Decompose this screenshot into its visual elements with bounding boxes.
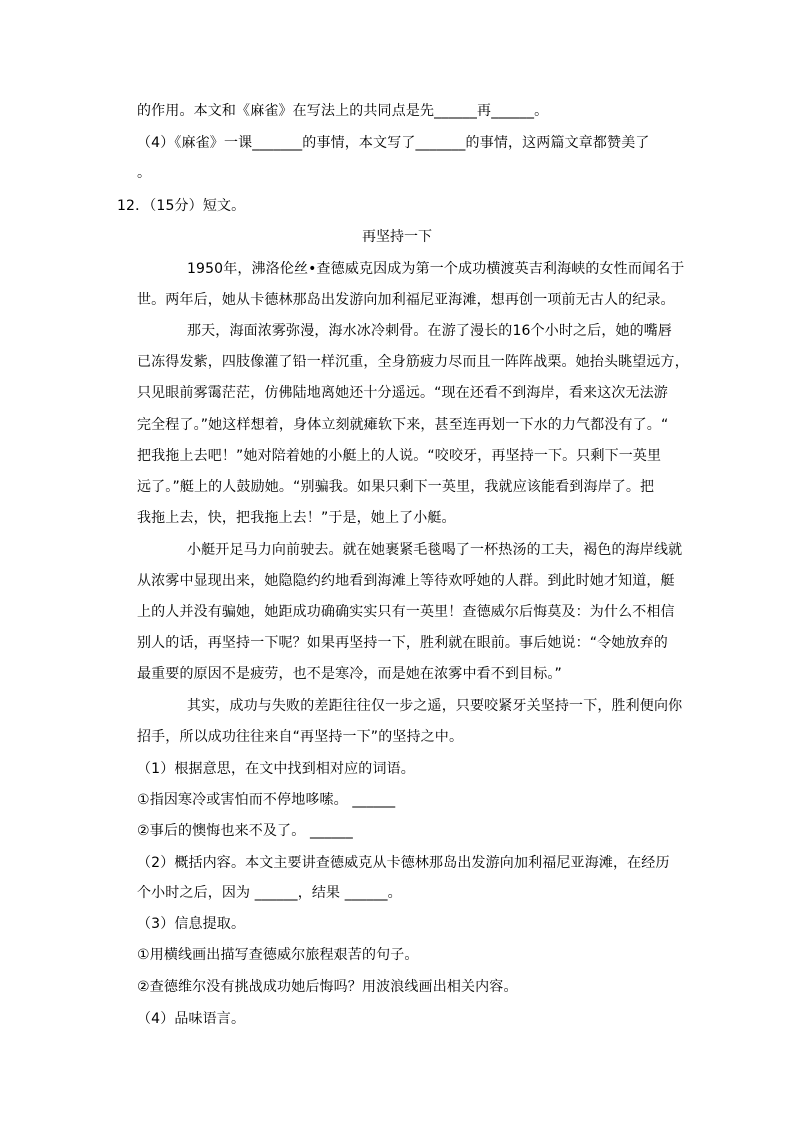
- paragraph-line: 招手，所以成功往往来自“再坚持一下”的坚持之中。: [137, 729, 464, 745]
- sub-question-1-item-1: ①指因寒冷或害怕而不停地哆嗦。 ______: [137, 792, 396, 808]
- paragraph-line: 我拖上去，快，把我拖上去！”于是，她上了小艇。: [137, 510, 456, 526]
- paragraph-line: 已冻得发紫，四肢像灌了铅一样沉重，全身筋疲力尽而且一阵阵战栗。她抬头眺望远方，: [137, 354, 689, 370]
- paragraph-line: 最重要的原因不是疲劳，也不是寒冷，而是她在浓雾中看不到目标。”: [137, 666, 562, 682]
- text-line: 。: [137, 165, 152, 181]
- paragraph-line: 那天，海面浓雾弥漫，海水冰冷刺骨。在游了漫长的16个小时之后，她的嘴唇: [187, 323, 673, 339]
- paragraph-line: 远了。”艇上的人鼓励她。“别骗我。如果只剩下一英里，我就应该能看到海岸了。把: [137, 479, 655, 495]
- text-line: 的作用。本文和《麻雀》在写法上的共同点是先______再______。: [137, 103, 549, 119]
- sub-question-3-item-1: ①用横线画出描写查德威尔旅程艰苦的句子。: [137, 947, 419, 963]
- paragraph-line: 从浓雾中显现出来，她隐隐约约地看到海滩上等待欢呼她的人群。到此时她才知道，艇: [137, 573, 675, 589]
- sub-question-1-item-2: ②事后的懊悔也来不及了。 ______: [137, 823, 353, 839]
- paragraph-line: 小艇开足马力向前驶去。就在她裹紧毛毯喝了一杯热汤的工夫，褐色的海岸线就: [187, 542, 683, 558]
- question-4-prompt: （4）《麻雀》一课_______的事情，本文写了_______的事情，这两篇文章都赞美了: [137, 135, 650, 151]
- paragraph-line: 完全程了。”她这样想着，身体立刻就瘫软下来，甚至连再划一下水的力气都没有了。“: [137, 417, 669, 433]
- paragraph-line: 只见眼前雾霭茫茫，仿佛陆地离她还十分遥远。“现在还看不到海岸，看来这次无法游: [137, 385, 668, 401]
- paragraph-line: 别人的话，再坚持一下呢？如果再坚持一下，胜利就在眼前。事后她说：“令她放弃的: [137, 635, 668, 651]
- paragraph-line: 1950年，沸洛伦丝•查德威克因成为第一个成功横渡英吉利海峡的女性而闻名于: [187, 261, 685, 277]
- paragraph-line: 其实，成功与失败的差距往往仅一步之遥，只要咬紧牙关坚持一下，胜利便向你: [187, 698, 683, 714]
- sub-question-3: （3）信息提取。: [137, 916, 246, 932]
- paragraph-line: 世。两年后，她从卡德林那岛出发游向加利福尼亚海滩，想再创一项前无古人的纪录。: [137, 292, 675, 308]
- sub-question-2-continued: 个小时之后，因为 ______，结果 ______。: [137, 885, 402, 901]
- sub-question-2: （2）概括内容。本文主要讲查德威克从卡德林那岛出发游向加利福尼亚海滩，在经历: [137, 855, 670, 871]
- question-12-heading: 12．（15分）短文。: [117, 198, 246, 214]
- paragraph-line: 把我拖上去吧！”她对陪着她的小艇上的人说。“咬咬牙，再坚持一下。只剩下一英里: [137, 448, 662, 464]
- sub-question-3-item-2: ②查德维尔没有挑战成功她后悔吗？用波浪线画出相关内容。: [137, 979, 518, 995]
- paragraph-line: 上的人并没有骗她，她距成功确确实实只有一英里！查德威尔后悔莫及：为什么不相信: [137, 604, 675, 620]
- sub-question-1: （1）根据意思，在文中找到相对应的词语。: [137, 761, 415, 777]
- article-title: 再坚持一下: [362, 229, 432, 245]
- sub-question-4: （4）品味语言。: [137, 1011, 246, 1027]
